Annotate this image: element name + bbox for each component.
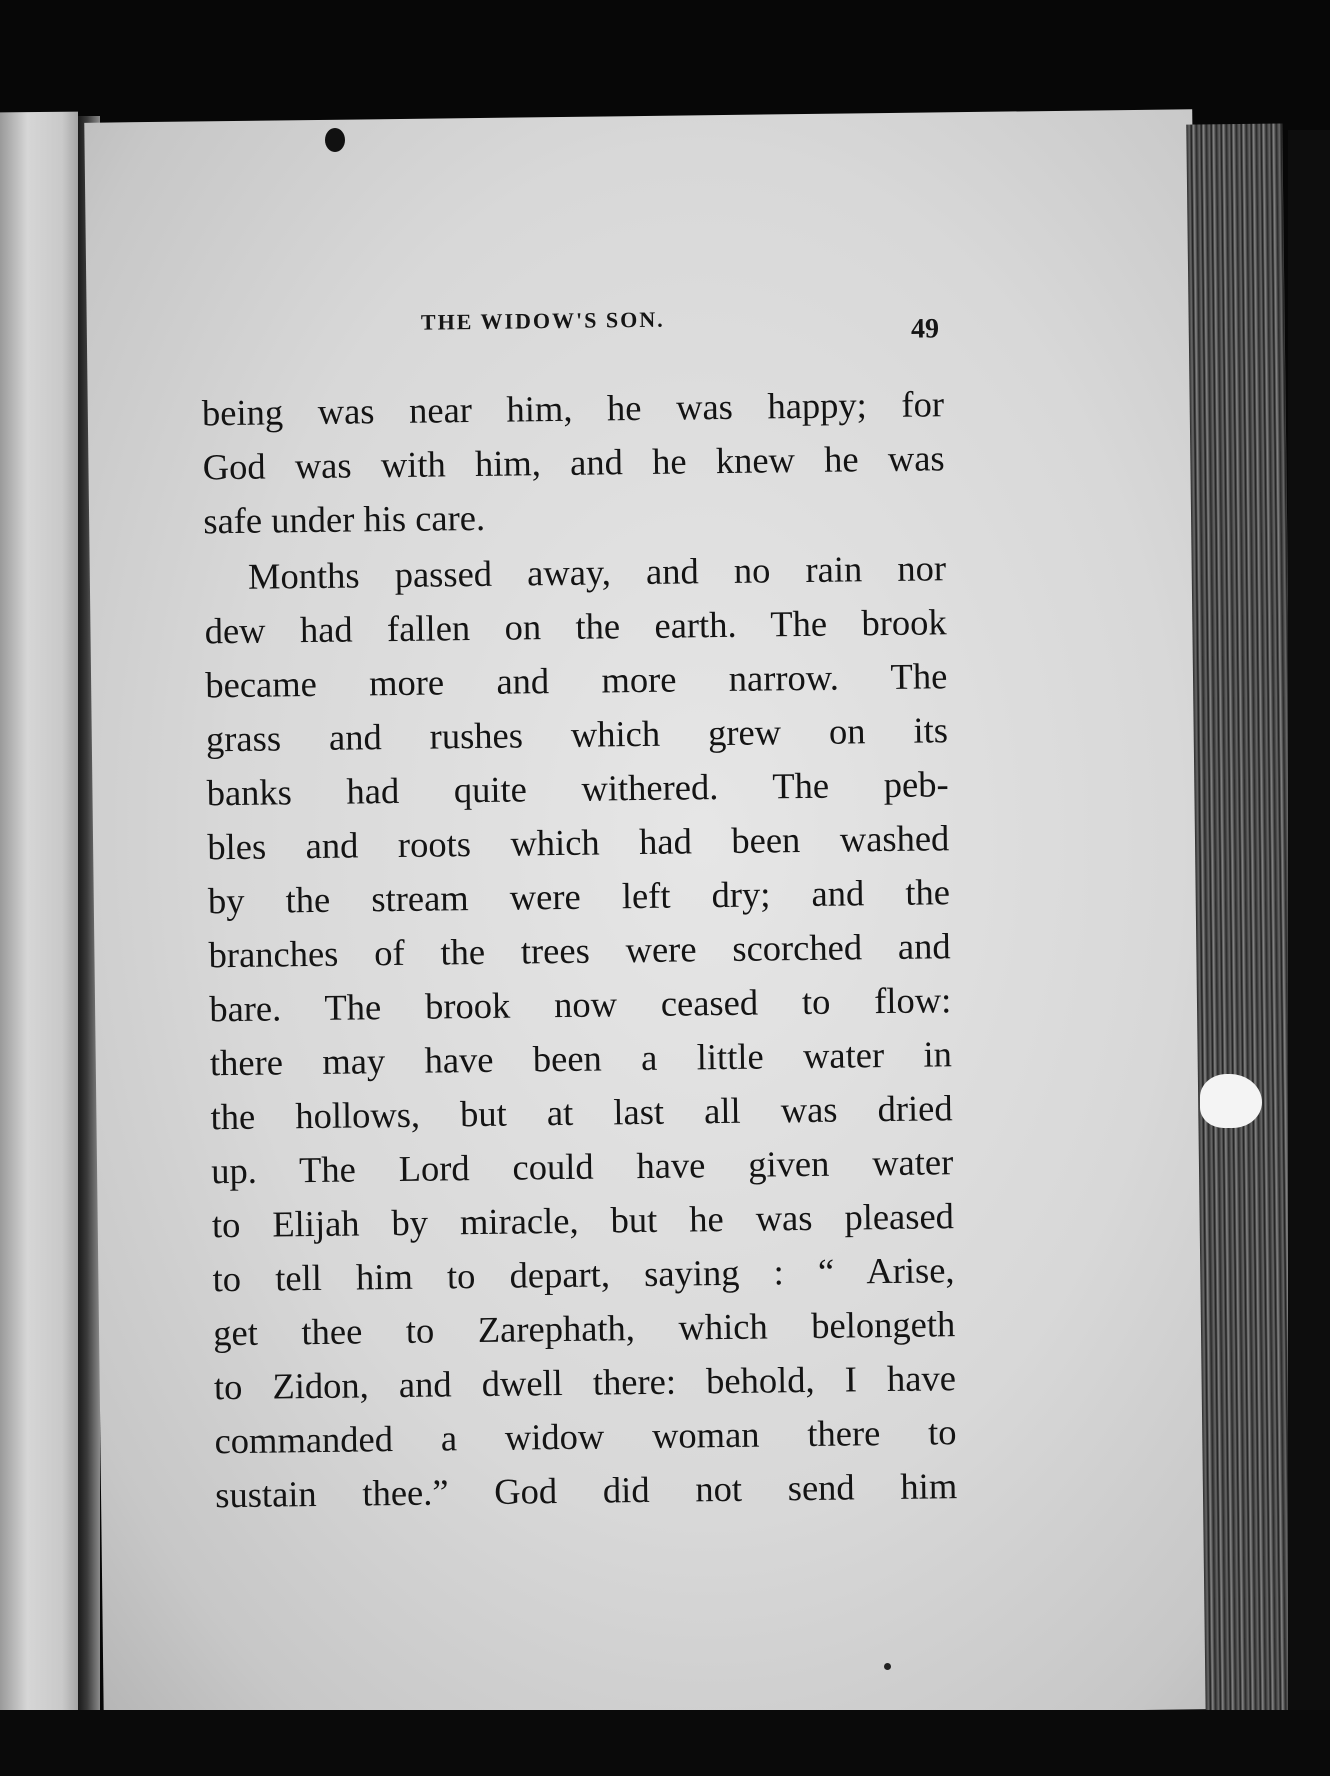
text-line: sustain thee.” God did not send him <box>214 1465 958 1516</box>
text-line: to Elijah by miracle, but he was pleased <box>211 1195 955 1246</box>
text-line: bles and roots which had been washed <box>207 817 950 868</box>
running-head: THE WIDOW'S SON. <box>420 306 665 335</box>
text-line: up. The Lord could have given water <box>211 1141 954 1192</box>
text-line: get thee to Zarephath, which belongeth <box>213 1303 956 1354</box>
text-line: God was with him, and he knew he was <box>202 437 945 488</box>
text-line: bare. The brook now ceased to flow: <box>209 979 952 1030</box>
text-line: being was near him, he was happy; for <box>201 383 945 434</box>
text-line: there may have been a little water in <box>209 1033 953 1084</box>
text-line: safe under his care. <box>203 496 486 542</box>
text-line: branches of the trees were scorched and <box>208 925 951 976</box>
text-line: became more and more narrow. The <box>205 655 948 706</box>
page-number: 49 <box>910 313 940 345</box>
text-line: banks had quite withered. The peb- <box>206 763 949 814</box>
text-line: dew had fallen on the earth. The brook <box>204 601 947 652</box>
text-line: by the stream were left dry; and the <box>207 871 951 922</box>
text-line: to tell him to depart, saying : “ Arise, <box>212 1249 955 1300</box>
text-line: the hollows, but at last all was dried <box>210 1087 953 1138</box>
text-line: to Zidon, and dwell there: behold, I have <box>213 1357 957 1408</box>
text-line: grass and rushes which grew on its <box>205 709 949 760</box>
text-line: commanded a widow woman there to <box>214 1411 957 1462</box>
body-text <box>202 377 958 1522</box>
text-line: Months passed away, and no rain nor <box>247 547 947 597</box>
